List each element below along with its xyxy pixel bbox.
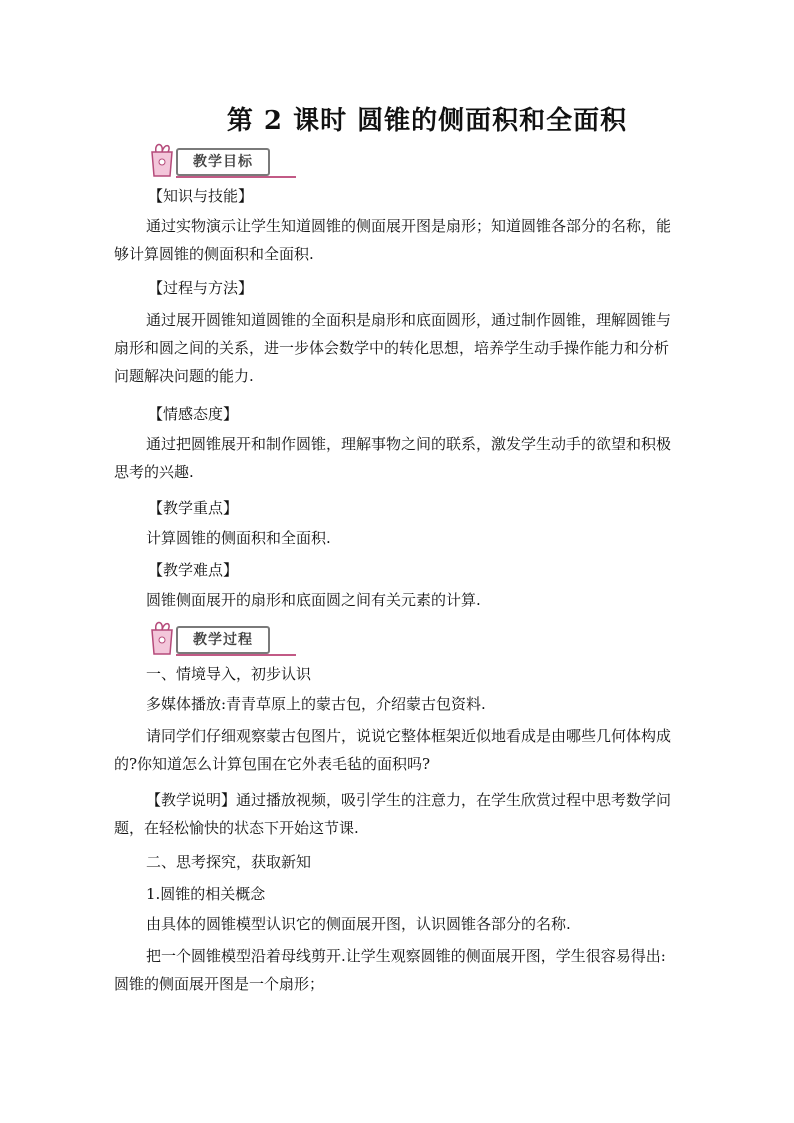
- paragraph-concept: 1.圆锥的相关概念: [146, 885, 266, 903]
- section-tag-label: 教学过程: [176, 626, 270, 654]
- section-tag-process: [146, 618, 296, 658]
- heading-emotion: 【情感态度】: [148, 405, 239, 423]
- paragraph-method: 通过展开圆锥知道圆锥的全面积是扇形和底面圆形，通过制作圆锥，理解圆锥与扇形和圆之间的关系，进一步体会数学中的转化思想，培养学生动手操作能力和分析问题解决问题的能力.: [114, 311, 672, 385]
- paragraph-teaching-note: 【教学说明】通过播放视频，吸引学生的注意力，在学生欣赏过程中思考数学问题，在轻松愉快的状态下开始这节课.: [114, 791, 672, 837]
- paragraph-question: 请同学们仔细观察蒙古包图片，说说它整体框架近似地看成是由哪些几何体构成的?你知道怎么计算包围在它外表毛毡的面积吗?: [114, 727, 672, 773]
- paragraph-emotion: 通过把圆锥展开和制作圆锥，理解事物之间的联系，激发学生动手的欲望和积极思考的兴趣.: [114, 435, 672, 481]
- section-tag-goals: [146, 140, 296, 180]
- paragraph-difficult: 圆锥侧面展开的扇形和底面圆之间有关元素的计算.: [146, 591, 481, 609]
- step-one-heading: 一、情境导入，初步认识: [146, 665, 312, 683]
- section-tag-underline: [176, 176, 296, 178]
- paragraph-key: 计算圆锥的侧面积和全面积.: [146, 529, 331, 547]
- paragraph-knowledge: 通过实物演示让学生知道圆锥的侧面展开图是扇形；知道圆锥各部分的名称，能够计算圆锥的侧面积和全面积.: [114, 217, 672, 263]
- section-tag-underline: [176, 654, 296, 656]
- paragraph-cut: 把一个圆锥模型沿着母线剪开.让学生观察圆锥的侧面展开图，学生很容易得出:圆锥的侧面展开图是一个扇形；: [114, 947, 666, 993]
- heading-key: 【教学重点】: [148, 499, 239, 517]
- heading-difficult: 【教学难点】: [148, 561, 239, 579]
- paragraph-media: 多媒体播放:青青草原上的蒙古包，介绍蒙古包资料.: [146, 695, 486, 713]
- step-two-heading: 二、思考探究，获取新知: [146, 853, 312, 871]
- section-tag-label: 教学目标: [176, 148, 270, 176]
- heading-knowledge: 【知识与技能】: [148, 187, 254, 205]
- paragraph-model: 由具体的圆锥模型认识它的侧面展开图，认识圆锥各部分的名称.: [146, 915, 571, 933]
- heading-method: 【过程与方法】: [148, 279, 254, 297]
- page-title: 第 2 课时 圆锥的侧面积和全面积: [226, 106, 628, 136]
